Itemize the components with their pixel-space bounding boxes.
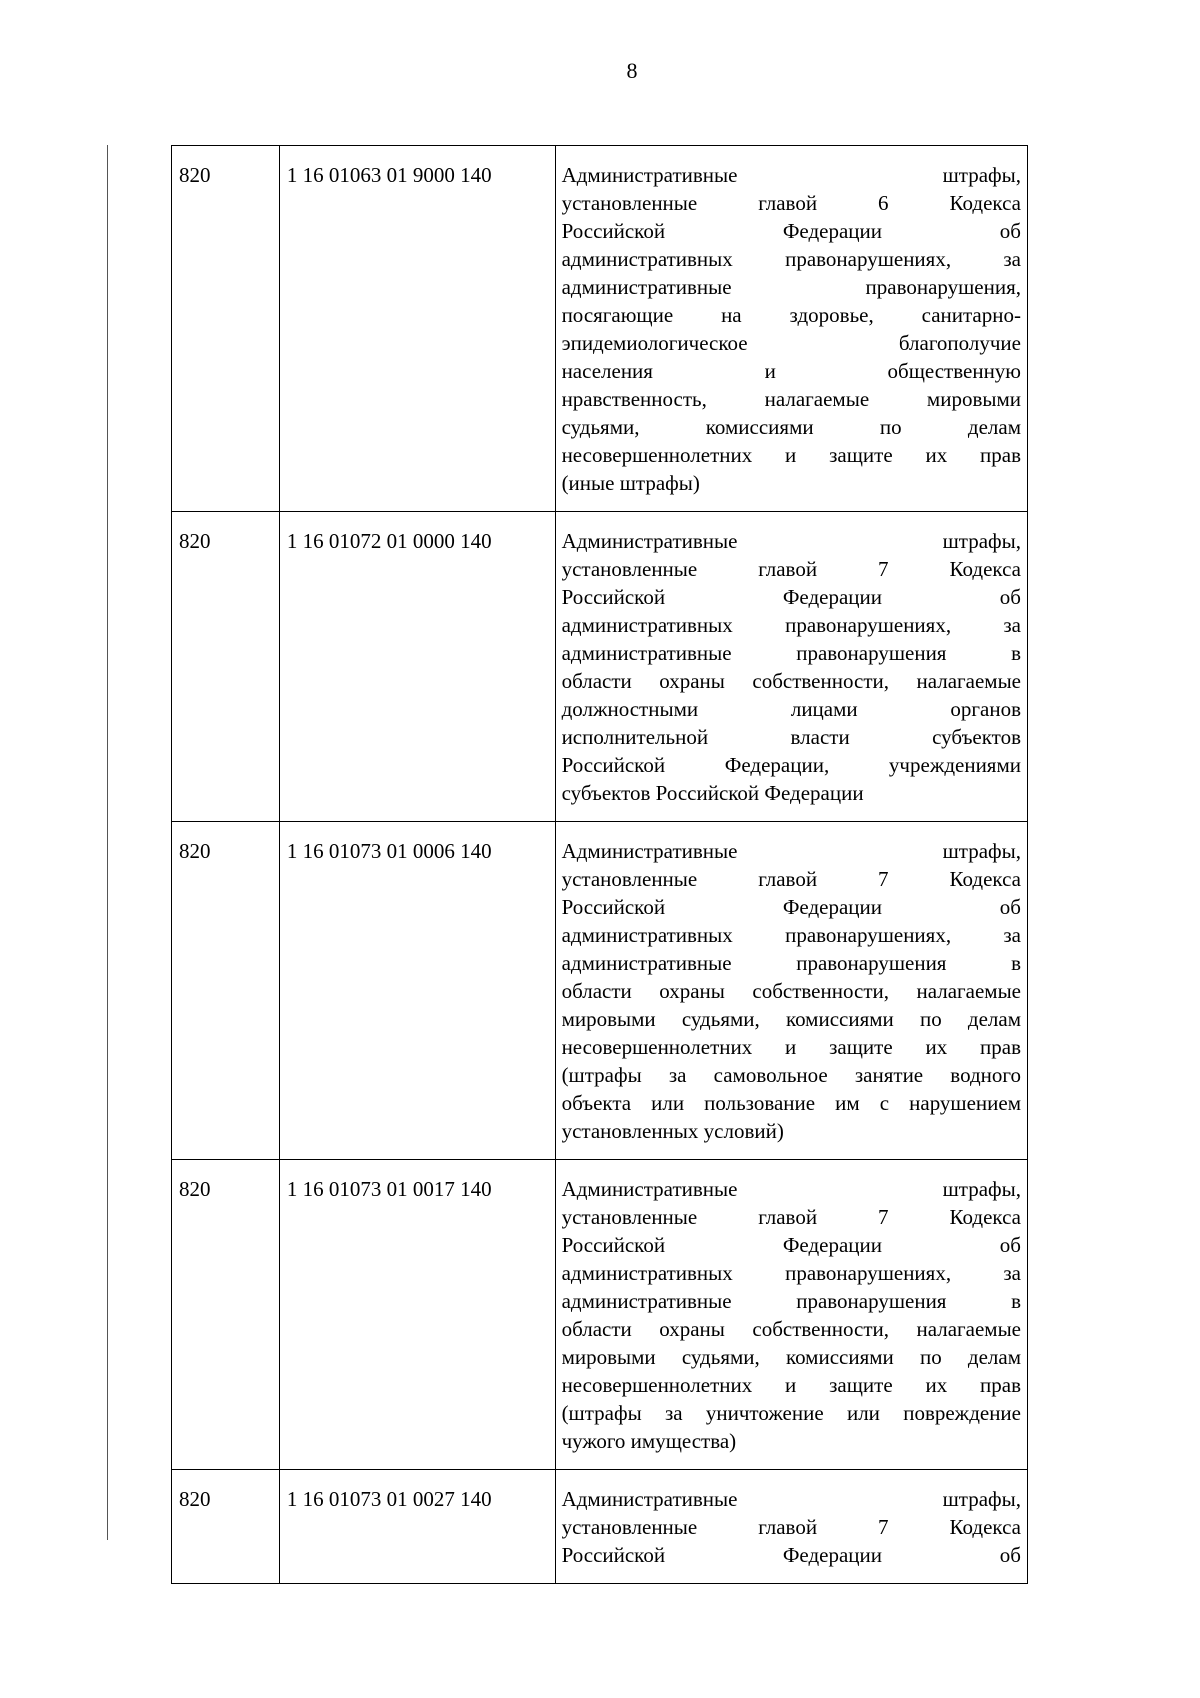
description-line: Российской Федерации об — [561, 219, 1021, 243]
kbk-code-cell: 1 16 01073 01 0017 140 — [280, 1160, 556, 1469]
description-line: Российской Федерации об — [561, 1543, 1021, 1567]
table-row — [172, 512, 1028, 822]
description-line: чужого имущества) — [561, 1429, 737, 1453]
admin-code-cell: 820 — [172, 1470, 280, 1583]
description-line: Административные штрафы, — [561, 529, 1021, 553]
description-line: (штрафы за уничтожение или повреждение — [561, 1401, 1021, 1425]
admin-code-cell: 820 — [172, 822, 280, 1159]
description-line: установленные главой 7 Кодекса — [561, 557, 1021, 581]
description-line: несовершеннолетних и защите их прав — [561, 1035, 1021, 1059]
kbk-code-cell: 1 16 01072 01 0000 140 — [280, 512, 556, 821]
kbk-code-cell: 1 16 01063 01 9000 140 — [280, 146, 556, 511]
description-line: административных правонарушениях, за — [561, 923, 1021, 947]
description-cell — [556, 822, 1028, 1159]
description-line: установленные главой 7 Кодекса — [561, 867, 1021, 891]
description-line: области охраны собственности, налагаемые — [561, 979, 1021, 1003]
description-line: Административные штрафы, — [561, 1487, 1021, 1511]
description-line: исполнительной власти субъектов — [561, 725, 1021, 749]
admin-code-cell: 820 — [172, 1160, 280, 1469]
description-line: несовершеннолетних и защите их прав — [561, 443, 1021, 467]
description-line: Российской Федерации об — [561, 895, 1021, 919]
description-cell — [556, 1160, 1028, 1469]
description-line: административных правонарушениях, за — [561, 1261, 1021, 1285]
description-line: несовершеннолетних и защите их прав — [561, 1373, 1021, 1397]
description-line: Административные штрафы, — [561, 839, 1021, 863]
description-line: административные правонарушения, — [561, 275, 1021, 299]
description-line: административные правонарушения в — [561, 641, 1021, 665]
description-line: мировыми судьями, комиссиями по делам — [561, 1345, 1021, 1369]
admin-code-cell: 820 — [172, 146, 280, 511]
description-cell — [556, 1470, 1028, 1583]
description-line: административные правонарушения в — [561, 951, 1021, 975]
description-line: посягающие на здоровье, санитарно- — [561, 303, 1021, 327]
kbk-code-cell: 1 16 01073 01 0006 140 — [280, 822, 556, 1159]
description-line: субъектов Российской Федерации — [561, 781, 864, 805]
description-line: установленные главой 7 Кодекса — [561, 1205, 1021, 1229]
description-line: Административные штрафы, — [561, 163, 1021, 187]
description-line: судьями, комиссиями по делам — [561, 415, 1021, 439]
description-cell — [556, 512, 1028, 821]
margin-line — [107, 145, 108, 1540]
description-line: (штрафы за самовольное занятие водного — [561, 1063, 1021, 1087]
description-line: эпидемиологическое благополучие — [561, 331, 1021, 355]
description-line: объекта или пользование им с нарушением — [561, 1091, 1021, 1115]
description-line: административных правонарушениях, за — [561, 247, 1021, 271]
page-number: 8 — [626, 58, 638, 83]
table-row — [172, 146, 1028, 512]
table-row — [172, 1470, 1028, 1584]
description-line: установленные главой 7 Кодекса — [561, 1515, 1021, 1539]
description-line: должностными лицами органов — [561, 697, 1021, 721]
description-line: Российской Федерации об — [561, 1233, 1021, 1257]
description-line: (иные штрафы) — [561, 471, 700, 495]
description-line: области охраны собственности, налагаемые — [561, 669, 1021, 693]
kbk-code-cell: 1 16 01073 01 0027 140 — [280, 1470, 556, 1583]
revenue-code-table — [171, 145, 1028, 1584]
description-line: установленных условий) — [561, 1119, 784, 1143]
description-line: области охраны собственности, налагаемые — [561, 1317, 1021, 1341]
table-row — [172, 1160, 1028, 1470]
description-line: административных правонарушениях, за — [561, 613, 1021, 637]
description-line: нравственность, налагаемые мировыми — [561, 387, 1021, 411]
description-line: населения и общественную — [561, 359, 1021, 383]
description-line: Российской Федерации, учреждениями — [561, 753, 1021, 777]
table-row — [172, 822, 1028, 1160]
description-line: установленные главой 6 Кодекса — [561, 191, 1021, 215]
description-line: Административные штрафы, — [561, 1177, 1021, 1201]
description-line: мировыми судьями, комиссиями по делам — [561, 1007, 1021, 1031]
description-line: Российской Федерации об — [561, 585, 1021, 609]
description-cell — [556, 146, 1028, 511]
admin-code-cell: 820 — [172, 512, 280, 821]
description-line: административные правонарушения в — [561, 1289, 1021, 1313]
